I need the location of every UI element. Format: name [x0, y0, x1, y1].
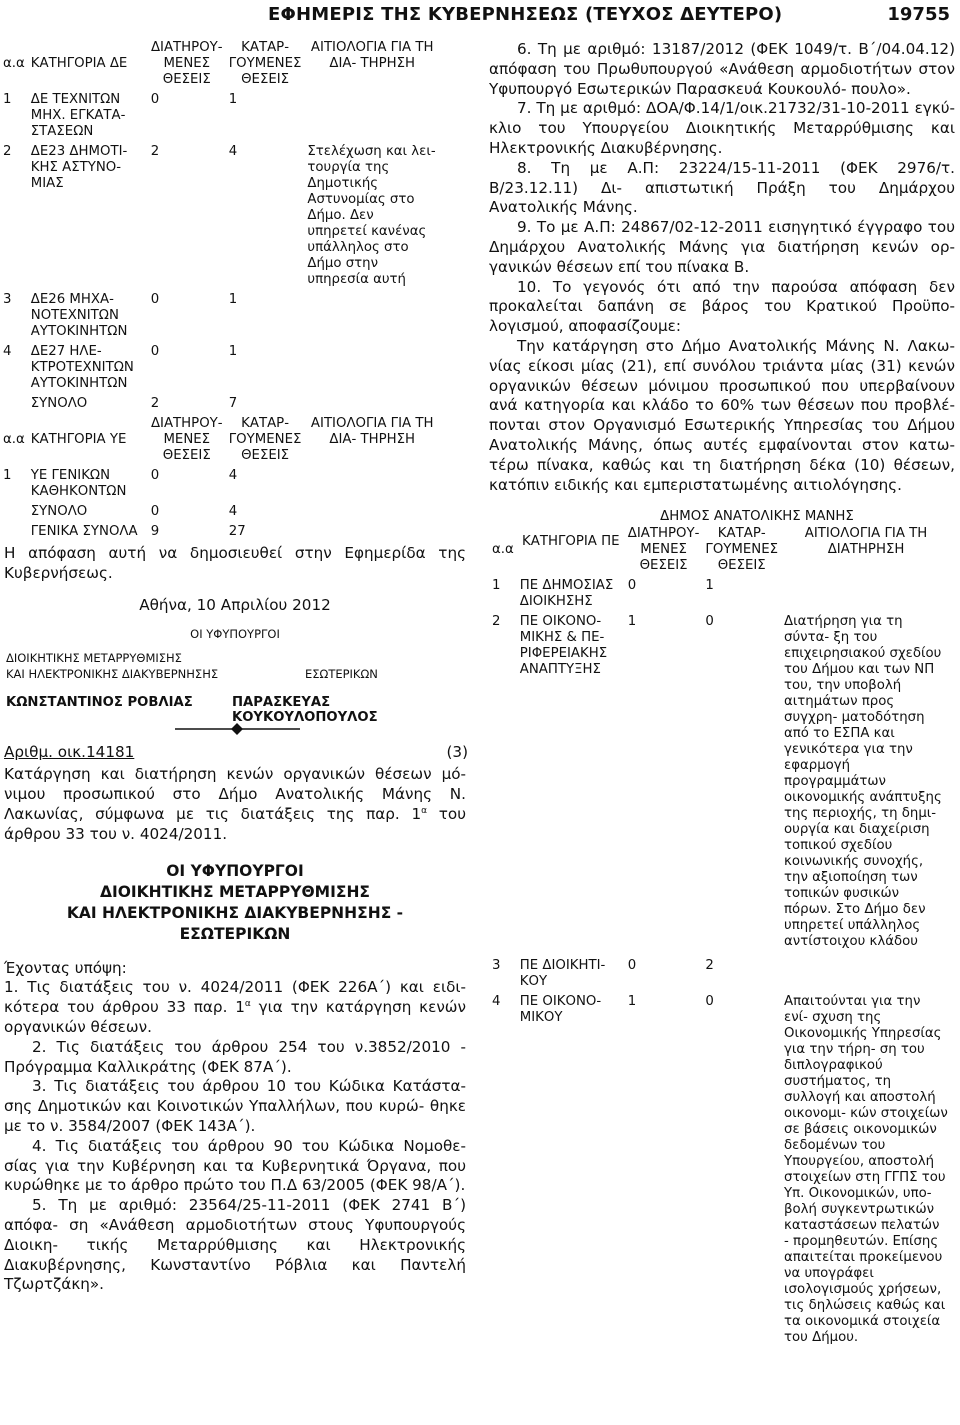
- table-grand-total-row: ΓΕΝΙΚΑ ΣΥΝΟΛΑ 9 27: [30, 524, 246, 539]
- table-row: 3 ΠΕ ΔΙΟΙΚΗΤΙ- ΚΟΥ 0 2: [492, 958, 714, 990]
- decision-sequence: (3): [446, 743, 468, 762]
- table-row: 2 ΔΕ23 ΔΗΜΟΤΙ- ΚΗΣ ΑΣΤΥΝΟ- ΜΙΑΣ 2 4 Στελέχωση και λει- τουργία της Δημοτικής Αστυνομίας στο Δήμο. Δεν υπηρετεί κανένας υπάλληλος στο Δήμο στην υπηρεσία αυτή: [3, 144, 436, 287]
- table-pe-title: ΔΗΜΟΣ ΑΝΑΤΟΛΙΚΗΣ ΜΑΝΗΣ: [660, 509, 854, 525]
- signing-date: Αθήνα, 10 Απριλίου 2012: [139, 595, 331, 614]
- consideration-7: 7. Τη με αριθμό: ΔΟΑ/Φ.14/1/οικ.21732/31-10-2011 εγκύ- κλιο του Υπουργείου Διοικητικής Μεταρρύθμισης και Ηλεκτρονικής Διακυβέρνησης.: [489, 99, 955, 157]
- table-row: 1 ΠΕ ΔΗΜΟΣΙΑΣ ΔΙΟΙΚΗΣΗΣ 0 1: [492, 578, 714, 610]
- gazette-title: ΕΦΗΜΕΡΙΣ ΤΗΣ ΚΥΒΕΡΝΗΣΕΩΣ (ΤΕΥΧΟΣ ΔΕΥΤΕΡΟ): [268, 4, 783, 25]
- consideration-6: 6. Τη με αριθμό: 13187/2012 (ΦΕΚ 1049/τ. Β΄/04.04.12) απόφαση του Πρωθυπουργού «Ανάθεση αρμοδιοτήτων στον Υφυπουργό Εσωτερικών Παρασκευά Κουκουλό- πουλο».: [489, 40, 955, 98]
- table-row: 1 ΔΕ ΤΕΧΝΙΤΩΝ ΜΗΧ. ΕΓΚΑΤΑ- ΣΤΑΣΕΩΝ 0 1: [3, 92, 238, 139]
- decision-ref-number: Αριθμ. οικ.14181: [4, 743, 135, 762]
- consideration-3: 3. Τις διατάξεις του άρθρου 10 του Κώδικα Κατάστα- σης Δημοτικών και Κοινοτικών Υπαλλήλων, που κυρώ- θηκε με το ν. 3584/2007 (ΦΕΚ 143Α΄).: [4, 1077, 466, 1135]
- minister2-name: ΠΑΡΑΣΚΕΥΑΣ ΚΟΥΚΟΥΛΟΠΟΥΛΟΣ: [232, 695, 378, 726]
- consideration-2: 2. Τις διατάξεις του άρθρου 254 του ν.3852/2010 - Πρόγραμμα Καλλικράτης (ΦΕΚ 87Α΄).: [4, 1037, 466, 1076]
- consideration-4: 4. Τις διατάξεις του άρθρου 90 του Κώδικα Νομοθε- σίας για την Κυβέρνηση και τα Κυβερνητικά Όργανα, που κυρώθηκε με το άρθρο πρώτο του Π.Δ 63/2005 (ΦΕΚ 98/Α΄).: [4, 1136, 466, 1195]
- table-row: 4 ΔΕ27 ΗΛΕ- ΚΤΡΟΤΕΧΝΙΤΩΝ ΑΥΤΟΚΙΝΗΤΩΝ 0 1: [3, 344, 238, 391]
- table-de: [0, 40, 440, 416]
- ministers-label: ΟΙ ΥΦΥΠΟΥΡΓΟΙ: [190, 627, 280, 642]
- col-kept: ΔΙΑΤΗΡΟΥ- ΜΕΝΕΣ ΘΕΣΕΙΣ: [150, 40, 223, 87]
- consideration-1: 1. Τις διατάξεις του ν. 4024/2011 (ΦΕΚ 226Α΄) και ειδι- κότερα του άρθρου 33 παρ. $1^\alpha$ για την κατάργηση κενών οργανικών θέσεων.: [4, 978, 466, 1036]
- having-regard: Έχοντας υπόψη:: [4, 958, 127, 977]
- col-abolished: ΚΑΤΑΡ- ΓΟΥΜΕΝΕΣ ΘΕΣΕΙΣ: [228, 40, 302, 87]
- page-number: 19755: [887, 4, 950, 25]
- left-column: [0, 40, 470, 1295]
- signatures: [0, 651, 470, 726]
- table-row: 1 ΥΕ ΓΕΝΙΚΩΝ ΚΑΘΗΚΟΝΤΩΝ 0 4: [3, 468, 238, 499]
- consideration-5: 5. Τη με αριθμό: 23564/25-11-2011 (ΦΕΚ 2741 Β΄) απόφα- ση «Ανάθεση αρμοδιοτήτων στους Υφυπουργούς Διοικη- τικής Μεταρρύθμισης και Ηλεκτρονικής Διακυβέρνησης, Κωνσταντίνο Ρόβλια και Παντελή Τζωρτζάκη».: [4, 1196, 466, 1294]
- table-row: 4 ΠΕ ΟΙΚΟΝΟ- ΜΙΚΟΥ 1 0 Απαιτούνται για την ενί- σχυση της Οικονομικής Υπηρεσίας για την τήρη- ση του διπλογραφικού συστήματος, τη συλλογή και αποστολή οικονομι- κών στοιχείων σε βάσεις οικονομικών δεδομένων του Υπουργείου, αποστολή στοιχείων στη ΓΓΠΣ του Υπ. Οικονομικών, υπο- βολή συγκεντρωτικών καταστάσεων πελατών - προμηθευτών. Επίσης απαιτείται προκείμενου να υπογράφει ισολογισμούς χρήσεων, τις δηλώσεις καθώς και τα οικονομικά στοιχεία του Δήμου.: [492, 994, 948, 1346]
- table-row: 2 ΠΕ ΟΙΚΟΝΟ- ΜΙΚΗΣ & ΠΕ- ΡΙΦΕΡΕΙΑΚΗΣ ΑΝΑΠΤΥΞΗΣ 1 0 Διατήρηση για τη σύντα- ξη του επιχειρησιακού σχεδίου του Δήμου και των ΝΠ του, την υποβολή αιτημάτων προς συγχρη- ματοδότηση από το ΕΣΠΑ και γενικότερα για την εφαρμογή προγραμμάτων οικονομικής ανάπτυξης της περιοχής, τη δημι- ουργία και διαχείριση τοπικού σχεδίου κοινωνικής συνοχής, την αξιοποίηση των τοπικών φυσικών πόρων. Στο Δήμο δεν υπηρετεί υπάλληλος αντίστοιχου κλάδου: [492, 614, 942, 950]
- decision-text: Την κατάργηση στο Δήμο Ανατολικής Μάνης Ν. Λακω- νίας είκοσι μίας (21), επί συνόλου τριάντα μίας (31) κενών οργανικών θέσεων μόνιμου προσωπικού που υπερβαίνουν ανά κατηγορία και κλάδο το 60% των θέσεων που προβλέ- πονται στον Οργανισμό Εσωτερικής Υπηρεσίας του Δήμου Ανατολικής Μάνης, όπως αυτές εμφαίνονται στον κατω- τέρω πίνακα, καθώς και τη διατήρηση δέκα (10) θέσεων, κατόπιν ειδικής και εμπεριστατωμένης αιτιολόγησης.: [489, 336, 955, 494]
- minister1-name: ΚΩΝΣΤΑΝΤΙΝΟΣ ΡΟΒΛΙΑΣ: [6, 695, 193, 711]
- consideration-8: 8. Τη με Α.Π: 23224/15-11-2011 (ΦΕΚ 2976/τ. Β/23.12.11) Δι- απιστωτική Πράξη του Δημάρχου Ανατολικής Μάνης.: [489, 158, 955, 217]
- page-header: [0, 2, 960, 30]
- table-row: 3 ΔΕ26 ΜΗΧΑ- ΝΟΤΕΧΝΙΤΩΝ ΑΥΤΟΚΙΝΗΤΩΝ 0 1: [3, 292, 238, 339]
- decision-ref: [0, 743, 470, 765]
- decision-subject: Κατάργηση και διατήρηση κενών οργανικών θέσεων μό- νιμου προσωπικού στο Δήμο Ανατολικής Μάνης Ν. Λακωνίας, σύμφωνα με τις διατάξεις της παρ. $1^\alpha$ του άρθρου 33 του ν. 4024/2011.: [4, 765, 466, 843]
- table-pe-header: α.α ΚΑΤΗΓΟΡΙΑ ΠΕ ΔΙΑΤΗΡΟΥ- ΜΕΝΕΣ ΘΕΣΕΙΣ ΚΑΤΑΡ- ΓΟΥΜΕΝΕΣ ΘΕΣΕΙΣ ΑΙΤΙΟΛΟΓΙΑ ΓΙΑ ΤΗ ΔΙΑΤΗΡΗΣΗ: [492, 526, 928, 574]
- publish-order: Η απόφαση αυτή να δημοσιευθεί στην Εφημερίδα της Κυβερνήσεως.: [4, 544, 466, 582]
- table-total-row: ΣΥΝΟΛΟ 0 4: [30, 504, 238, 519]
- ministers-heading: ΟΙ ΥΦΥΠΟΥΡΓΟΙ ΔΙΟΙΚΗΤΙΚΗΣ ΜΕΤΑΡΡΥΘΜΙΣΗΣ ΚΑΙ ΗΛΕΚΤΡΟΝΙΚΗΣ ΔΙΑΚΥΒΕΡΝΗΣΗΣ - ΕΣΩΤΕΡΙΚΩΝ: [66, 861, 404, 943]
- col-category: ΚΑΤΗΓΟΡΙΑ ΔΕ: [30, 56, 128, 71]
- col-reason: ΑΙΤΙΟΛΟΓΙΑ ΓΙΑ ΤΗ ΔΙΑ- ΤΗΡΗΣΗ: [310, 40, 434, 71]
- minister1-title-a: ΔΙΟΙΚΗΤΙΚΗΣ ΜΕΤΑΡΡΥΘΜΙΣΗΣ: [6, 651, 182, 666]
- table-de-header: [0, 40, 440, 92]
- consideration-9: 9. Το με Α.Π: 24867/02-12-2011 εισηγητικό έγγραφο του Δημάρχου Ανατολικής Μάνης για διατήρηση κενών ορ- γανικών θέσεων επί του πίνακα Β.: [489, 218, 955, 276]
- col-aa: α.α: [3, 56, 25, 71]
- minister2-title: ΕΣΩΤΕΡΙΚΩΝ: [305, 667, 378, 682]
- table-ye: [0, 416, 440, 544]
- consideration-10: 10. Το γεγονός ότι από την παρούσα απόφαση δεν προκαλείται δαπάνη σε βάρος του Κρατικού Προϋπο- λογισμού, αποφασίζουμε:: [489, 277, 955, 336]
- minister1-title-b: ΚΑΙ ΗΛΕΚΤΡΟΝΙΚΗΣ ΔΙΑΚΥΒΕΡΝΗΣΗΣ: [6, 667, 219, 682]
- table-total-row: ΣΥΝΟΛΟ 2 7: [30, 396, 238, 411]
- right-column: [489, 40, 955, 1350]
- table-ye-header: α.α ΚΑΤΗΓΟΡΙΑ ΥΕ ΔΙΑΤΗΡΟΥ- ΜΕΝΕΣ ΘΕΣΕΙΣ ΚΑΤΑΡ- ΓΟΥΜΕΝΕΣ ΘΕΣΕΙΣ ΑΙΤΙΟΛΟΓΙΑ ΓΙΑ ΤΗ ΔΙΑ- ΤΗΡΗΣΗ: [3, 416, 434, 463]
- table-pe: [489, 526, 951, 1350]
